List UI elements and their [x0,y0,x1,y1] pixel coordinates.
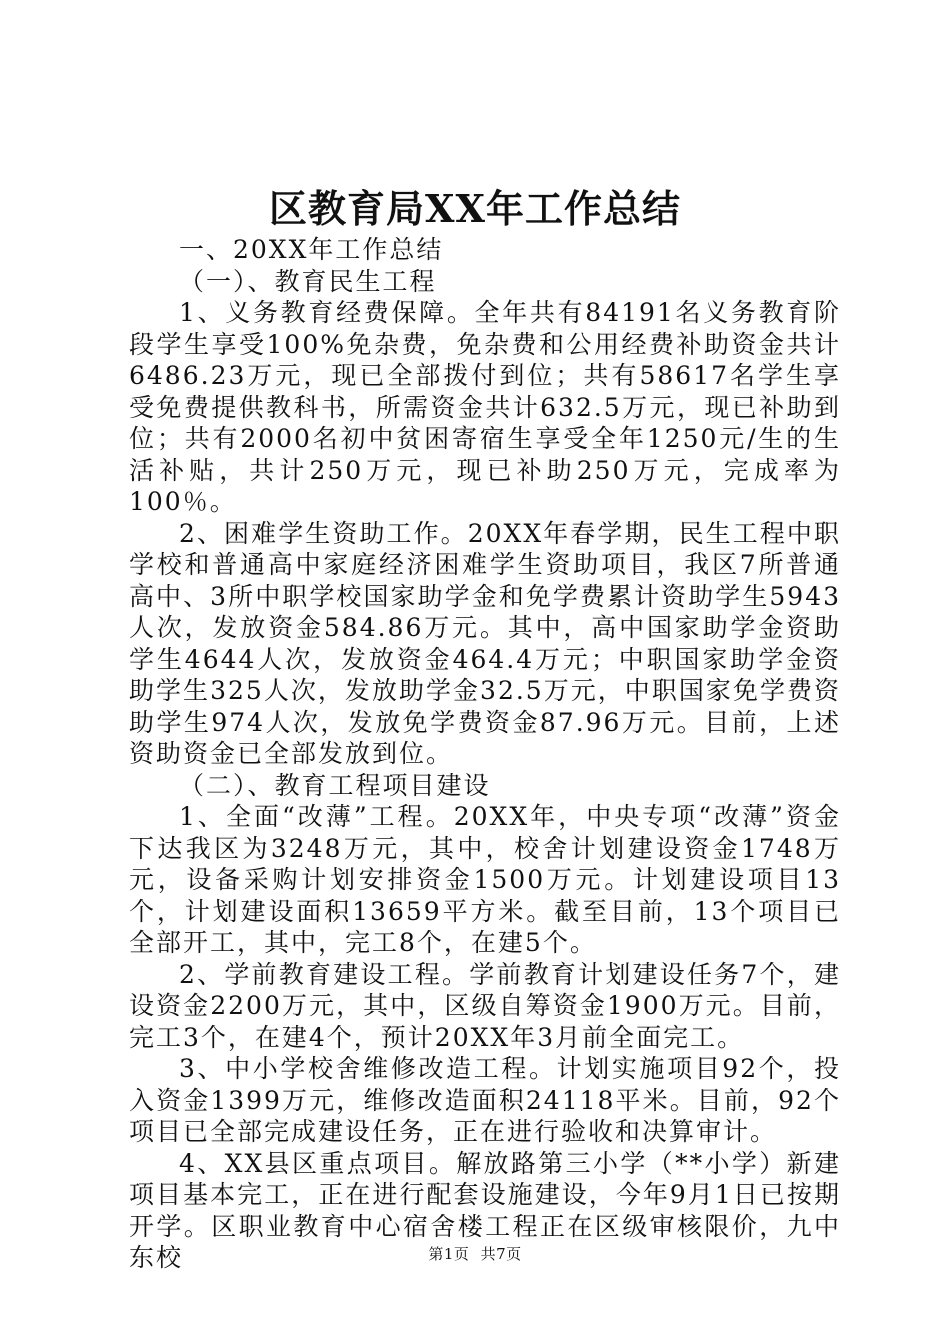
section-heading-livelihood: （一）、教育民生工程 [179,266,437,296]
paragraph-compulsory-funding: 1、义务教育经费保障。全年共有84191名义务教育阶段学生享受100%免杂费，免杂费和公用经费补助资金共计6486.23万元，现已全部拨付到位；共有58617名学生享受免费提供教科书，所需资金共计632.5万元，现已补助到位；共有2000名初中贫困寄宿生享受全年1250元/生的生活补贴，共计250万元，现已补助250万元，完成率为100％。 [129,298,841,516]
page-number: 第1页 [428,1245,470,1263]
page-footer [0,1244,950,1264]
document-body [129,234,841,1274]
heading-summary: 一、20XX年工作总结 [179,235,444,264]
paragraph-key-projects: 4、XX县区重点项目。解放路第三小学（**小学）新建项目基本完工，正在进行配套设施建设，今年9月1日已按期开学。区职业教育中心宿舍楼工程正在区级审核限价，九中东校 [129,1148,841,1272]
paragraph-preschool-project: 2、学前教育建设工程。学前教育计划建设任务7个，建设资金2200万元，其中，区级自筹资金1900万元。目前，完工3个，在建4个，预计20XX年3月前全面完工。 [129,959,841,1052]
paragraph-gaibo-project: 1、全面“改薄”工程。20XX年，中央专项“改薄”资金下达我区为3248万元，其中，校舍计划建设资金1748万元，设备采购计划安排资金1500万元。计划建设项目13个，计划建设面积13659平方米。截至目前，13个项目已全部开工，其中，完工8个，在建5个。 [129,802,841,957]
section-heading-projects: （二）、教育工程项目建设 [179,770,491,800]
page-total: 共7页 [480,1245,522,1263]
paragraph-student-aid: 2、困难学生资助工作。20XX年春学期，民生工程中职学校和普通高中家庭经济困难学生资助项目，我区7所普通高中、3所中职学校国家助学金和免学费累计资助学生5943人次，发放资金584.86万元。其中，高中国家助学金资助学生4644人次，发放资金464.4万元；中职国家助学金资助学生325人次，发放助学金32.5万元，中职国家免学费资助学生974人次，发放免学费资金87.96万元。目前，上述资助资金已全部发放到位。 [129,518,841,768]
document-title: 区教育局XX年工作总结 [269,186,681,231]
paragraph-school-repair: 3、中小学校舍维修改造工程。计划实施项目92个，投入资金1399万元，维修改造面积24118平米。目前，92个项目已全部完成建设任务，正在进行验收和决算审计。 [129,1054,841,1146]
